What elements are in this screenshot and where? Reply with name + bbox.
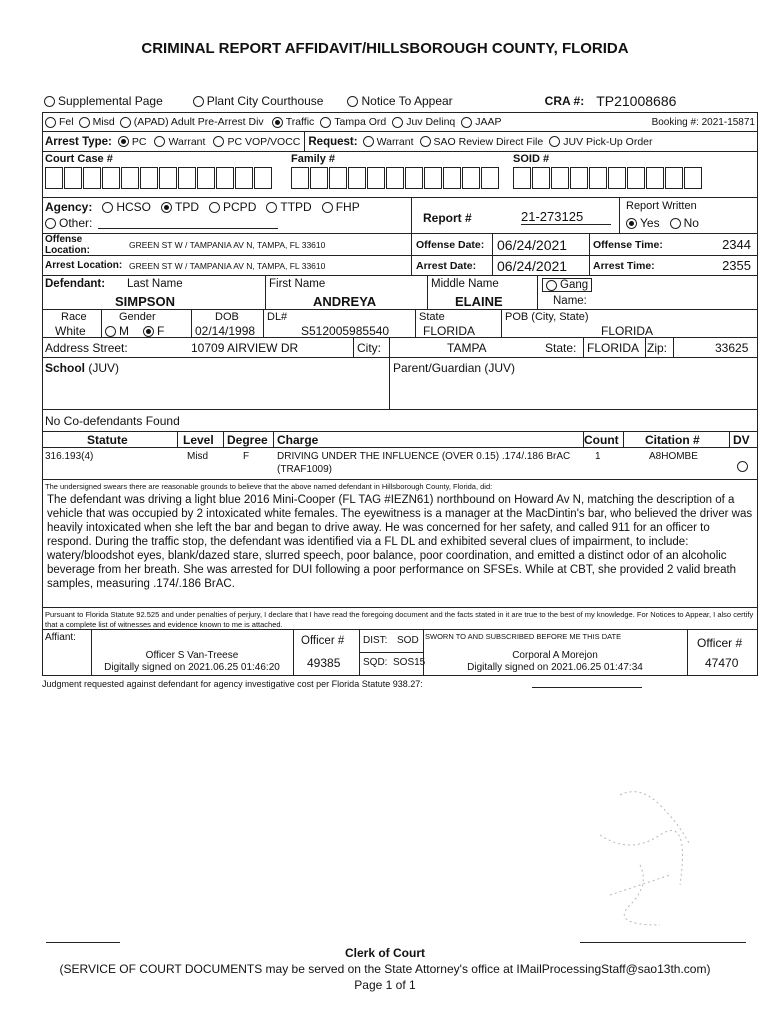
pob-value: FLORIDA: [601, 324, 654, 338]
charge-dv-radio[interactable]: [737, 461, 748, 472]
sworn-text: SWORN TO AND SUBSCRIBED BEFORE ME THIS DATE: [425, 632, 622, 641]
ttpd-radio[interactable]: [266, 202, 277, 213]
misd-label: Misd: [92, 116, 115, 128]
race-value: White: [55, 324, 86, 338]
header-citation: Citation #: [645, 433, 700, 447]
header-count: Count: [584, 433, 619, 447]
hcso-radio[interactable]: [102, 202, 113, 213]
dl-label: DL#: [267, 311, 288, 323]
report-value: 21-273125: [521, 209, 611, 225]
charge-code: (TRAF1009): [277, 464, 333, 475]
address-street-label: Address Street:: [45, 341, 128, 355]
arrest-location-value: GREEN ST W / TAMPANIA AV N, TAMPA, FL 33610: [129, 260, 326, 271]
tpd-radio[interactable]: [161, 202, 172, 213]
perjury-statement: Pursuant to Florida Statute 92.525 and under penalties of perjury, I declare that I have read the foregoing document and the facts stated in it are true to the best of my knowledge. For Notices to Appear, I also certify that a complete list of witnesses and evidence known to me is attached.: [42, 608, 758, 630]
dl-state-label: State: [419, 311, 445, 323]
tampa-ord-label: Tampa Ord: [334, 116, 387, 128]
gang-label: Gang: [560, 279, 589, 291]
signature-line-right: [580, 942, 746, 943]
pc-vop-radio[interactable]: [213, 136, 224, 147]
affiant-officer-value: 49385: [307, 656, 341, 670]
juv-delinq-radio[interactable]: [392, 117, 403, 128]
juv-pickup-label: JUV Pick-Up Order: [563, 135, 653, 148]
other-radio[interactable]: [45, 218, 56, 229]
req-warrant-radio[interactable]: [363, 136, 374, 147]
pcpd-label: PCPD: [223, 200, 257, 214]
parent-label: Parent/Guardian (JUV): [393, 361, 516, 375]
report-yes-radio[interactable]: [626, 218, 637, 229]
offense-location-label: Offense Location:: [45, 233, 90, 256]
pc-label: PC: [131, 135, 147, 148]
dist-value: SOD: [397, 635, 419, 646]
charge-level: Misd: [187, 451, 209, 462]
notice-label: Notice To Appear: [361, 94, 453, 108]
codefendants-text: No Co-defendants Found: [45, 413, 180, 428]
dist-label: DIST:: [363, 635, 388, 646]
charge-statute: 316.193(4): [45, 451, 94, 462]
other-input[interactable]: [98, 218, 278, 229]
document-title: CRIMINAL REPORT AFFIDAVIT/HILLSBOROUGH COUNTY, FLORIDA: [141, 40, 629, 57]
last-name-value: SIMPSON: [115, 294, 175, 309]
charge-row: [42, 448, 758, 480]
judgment-line: [532, 687, 642, 688]
report-no-radio[interactable]: [670, 218, 681, 229]
family-boxes[interactable]: [291, 167, 500, 189]
pob-label: POB (City, State): [505, 311, 589, 323]
offense-time-value: 2344: [722, 237, 751, 252]
dl-state-value: FLORIDA: [423, 324, 476, 338]
misd-radio[interactable]: [79, 117, 90, 128]
arrest-time-value: 2355: [722, 258, 751, 273]
dl-value: S512005985540: [301, 324, 390, 338]
offense-time-label: Offense Time:: [589, 234, 673, 255]
dob-label: DOB: [215, 311, 239, 323]
signature-line-left: [46, 942, 120, 943]
address-zip-label: Zip:: [647, 341, 668, 355]
service-notice: (SERVICE OF COURT DOCUMENTS may be served on the State Attorney's office at IMailProcessingStaff@sao13th.com): [59, 962, 711, 976]
pcpd-radio[interactable]: [209, 202, 220, 213]
report-no-label: No: [683, 216, 699, 230]
apad-label: (APAD) Adult Pre-Arrest Div: [133, 116, 264, 128]
charge-count: 1: [595, 451, 601, 462]
offense-location-value: GREEN ST W / TAMPANIA AV N, TAMPA, FL 33610: [129, 239, 326, 250]
ttpd-label: TTPD: [280, 200, 312, 214]
report-label: Report #: [423, 211, 472, 225]
plant-city-radio[interactable]: [193, 96, 204, 107]
affidavit-form: [42, 90, 758, 692]
charge-degree: F: [243, 451, 250, 462]
gender-f-radio[interactable]: [143, 326, 154, 337]
middle-name-value: ELAINE: [455, 294, 503, 309]
arrest-date-value: 06/24/2021: [497, 257, 568, 274]
gang-radio[interactable]: [546, 280, 557, 291]
arrest-type-label: Arrest Type:: [45, 135, 112, 148]
affiant-officer-label: Officer #: [301, 635, 345, 647]
supplemental-label: Supplemental Page: [58, 94, 163, 108]
court-case-label: Court Case #: [45, 153, 113, 165]
address-street-value: 10709 AIRVIEW DR: [191, 341, 299, 355]
dob-value: 02/14/1998: [195, 324, 256, 338]
traffic-radio[interactable]: [272, 117, 283, 128]
sqd-label: SQD:: [363, 657, 388, 668]
soid-label: SOID #: [513, 153, 550, 165]
address-state-value: FLORIDA: [587, 341, 640, 355]
pc-radio[interactable]: [118, 136, 129, 147]
narrative-text: The defendant was driving a light blue 2016 Mini-Cooper (FL TAG #IEZN61) northbound on Howard Av N, matching the description of a vehicle that was occupied by 2 intoxicated white females. The eyewitness is a manager at the MacDintin's bar, who believed the driver was heavily intoxicated when she left the bar and began to drive away. He was concerned for her safety, and called 911 for an officer to respond. During the traffic stop, the defendant was identified via a FL DL and exhibited several clues of impairment, to include: watery/bloodshot eyes, blank/dazed stare, slurred speech, poor balance, poor coordination, and emitted a distinct odor of an alcoholic beverage from her breath. She was arrested for DUI following a poor performance on SFSEs. While at CBT, she provided 2 valid breath samples, measuring .174/.186 BrAC.: [47, 494, 753, 590]
judgment-text: Judgment requested against defendant for agency investigative cost per Florida Statute 938.27:: [42, 679, 423, 689]
gang-name-label: Name:: [553, 295, 587, 307]
header-dv: DV: [733, 433, 750, 447]
traffic-label: Traffic: [285, 116, 315, 128]
court-case-boxes[interactable]: [45, 167, 273, 189]
officer2-label: Officer #: [697, 636, 743, 650]
sao-radio[interactable]: [420, 136, 431, 147]
fhp-label: FHP: [335, 200, 360, 214]
report-written-label: Report Written: [626, 200, 697, 212]
offense-date-label: Offense Date:: [411, 234, 493, 255]
gender-f-label: F: [157, 324, 165, 338]
address-zip-value: 33625: [715, 341, 749, 355]
officer2-value: 47470: [705, 656, 739, 670]
hcso-label: HCSO: [116, 200, 152, 214]
corporal-signed: Digitally signed on 2021.06.25 01:47:34: [467, 662, 643, 673]
gender-m-radio[interactable]: [105, 326, 116, 337]
cra-label: CRA #:: [544, 94, 585, 108]
faint-stamp-mark: [580, 775, 700, 935]
booking-number: Booking #: 2021-15871: [651, 116, 755, 128]
last-name-label: Last Name: [127, 278, 183, 290]
notice-radio[interactable]: [347, 96, 358, 107]
tpd-label: TPD: [175, 200, 200, 214]
header-level: Level: [183, 433, 214, 447]
fhp-radio[interactable]: [322, 202, 333, 213]
sao-label: SAO Review Direct File: [433, 135, 544, 148]
jaap-radio[interactable]: [461, 117, 472, 128]
charge-description: DRIVING UNDER THE INFLUENCE (OVER 0.15) .174/.186 BrAC: [277, 451, 571, 462]
affiant-name: Officer S Van-Treese: [145, 650, 239, 661]
middle-name-label: Middle Name: [431, 278, 499, 290]
affiant-signed: Digitally signed on 2021.06.25 01:46:20: [104, 662, 280, 673]
report-yes-label: Yes: [640, 216, 660, 230]
header-charge: Charge: [277, 433, 319, 447]
narrative-intro: The undersigned swears there are reasonable grounds to believe that the above named defendant in Hillsborough County, Florida, did:: [45, 482, 493, 491]
sqd-value: SOS15: [393, 657, 426, 668]
affiant-label: Affiant:: [45, 632, 76, 643]
school-label-text: (JUV): [88, 361, 120, 375]
header-statute: Statute: [87, 433, 128, 447]
narrative-section: [42, 480, 758, 608]
race-label: Race: [61, 311, 87, 323]
juv-pickup-radio[interactable]: [549, 136, 560, 147]
corporal-name: Corporal A Morejon: [512, 650, 598, 661]
jaap-label: JAAP: [475, 116, 502, 128]
first-name-value: ANDREYA: [313, 294, 377, 309]
request-label: Request:: [304, 132, 357, 151]
header-degree: Degree: [227, 433, 268, 447]
school-label: School (JUV): [45, 361, 120, 375]
address-city-value: TAMPA: [447, 341, 487, 355]
arrest-location-label: Arrest Location:: [45, 260, 123, 271]
warrant-radio[interactable]: [154, 136, 165, 147]
warrant-label: Warrant: [168, 135, 206, 148]
first-name-label: First Name: [269, 278, 326, 290]
defendant-label: Defendant:: [45, 278, 106, 290]
offense-date-value: 06/24/2021: [497, 236, 568, 253]
tampa-ord-radio[interactable]: [320, 117, 331, 128]
fel-label: Fel: [59, 116, 74, 128]
clerk-of-court: Clerk of Court: [344, 946, 425, 960]
agency-label: Agency:: [45, 200, 93, 214]
other-label: Other:: [59, 216, 93, 230]
pc-vop-label: PC VOP/VOCC: [227, 135, 301, 148]
gender-label: Gender: [119, 311, 156, 323]
juv-delinq-label: Juv Delinq: [406, 116, 456, 128]
cra-value: TP21008686: [596, 93, 677, 109]
gender-m-label: M: [119, 324, 129, 338]
address-city-label: City:: [357, 341, 381, 355]
arrest-date-label: Arrest Date:: [411, 256, 493, 275]
apad-radio[interactable]: [120, 117, 131, 128]
page-number: Page 1 of 1: [354, 978, 416, 992]
charge-citation: A8HOMBE: [649, 451, 698, 462]
supplemental-radio[interactable]: [44, 96, 55, 107]
arrest-time-label: Arrest Time:: [589, 256, 673, 275]
address-state-label: State:: [545, 341, 577, 355]
family-label: Family #: [291, 153, 336, 165]
fel-radio[interactable]: [45, 117, 56, 128]
req-warrant-label: Warrant: [376, 135, 414, 148]
soid-boxes[interactable]: [513, 167, 703, 189]
plant-city-label: Plant City Courthouse: [206, 94, 324, 108]
